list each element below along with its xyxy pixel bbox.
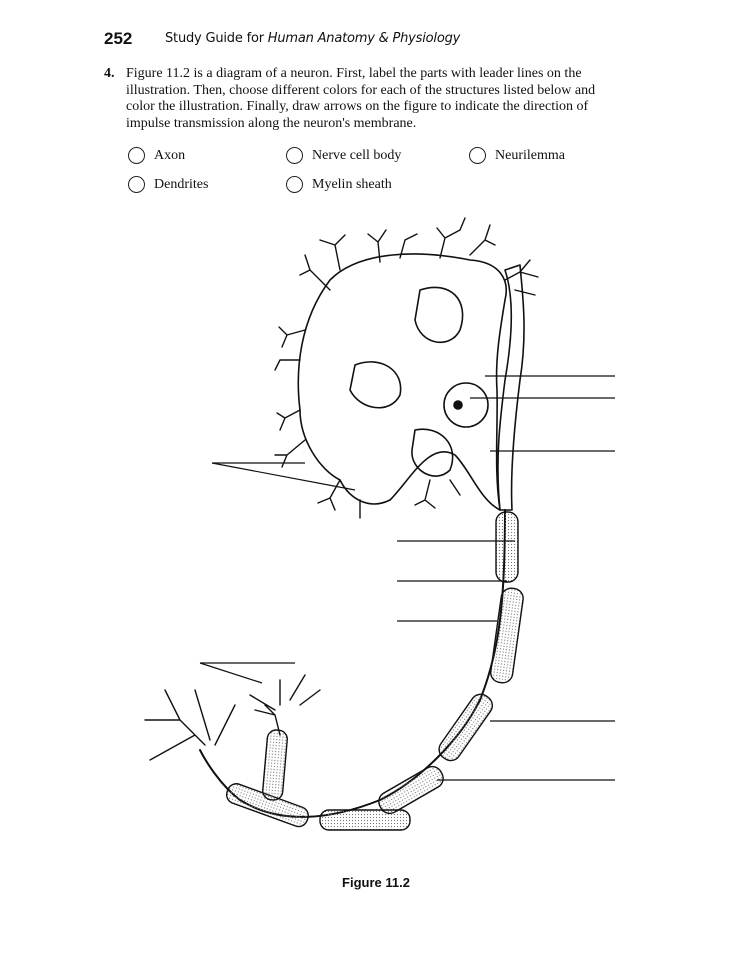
question-text: Figure 11.2 is a diagram of a neuron. First, label the parts with leader lines on the illustration. Then, choose different colors for each of the structures listed below and color the illustration. Finally, draw arrows on the figure to indicate the direction of impulse transmission along the neuron's membrane.	[126, 66, 596, 131]
option-label: Neurilemma	[495, 147, 565, 163]
axon-terminals	[145, 675, 320, 760]
option-label: Nerve cell body	[312, 147, 402, 163]
header-prefix: Study Guide for	[165, 31, 268, 46]
soma-outline	[298, 254, 506, 510]
option-label: Dendrites	[154, 176, 209, 192]
figure-caption: Figure 11.2	[342, 875, 410, 890]
header-book-title: Human Anatomy & Physiology	[267, 31, 461, 46]
nucleolus	[454, 401, 462, 409]
myelin-sheath	[224, 512, 524, 830]
option-label: Axon	[154, 147, 186, 163]
option-label: Myelin sheath	[312, 176, 392, 192]
question-number: 4.	[104, 66, 115, 81]
page-number: 252	[104, 29, 133, 48]
nucleus	[444, 383, 488, 427]
